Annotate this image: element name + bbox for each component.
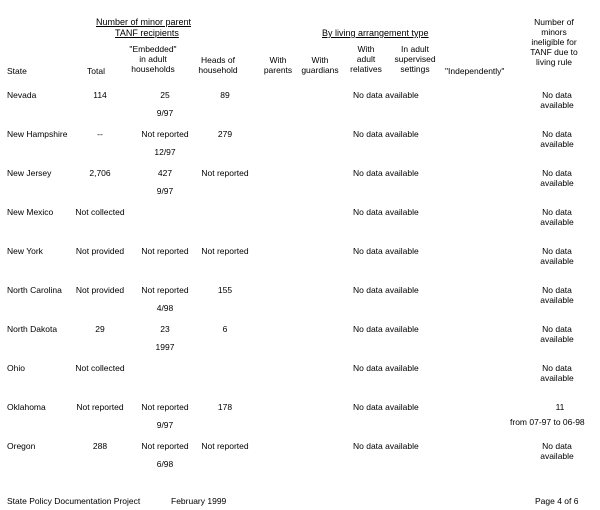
cell-ineligible: No data available [540,246,574,266]
cell-embedded-date: 1997 [155,342,175,352]
cell-embedded-date: 4/98 [156,303,174,313]
cell-ineligible-count: 11 [555,402,565,412]
cell-embedded: 23 [160,324,170,334]
cell-relatives: No data available [353,324,419,334]
cell-total: Not reported [76,402,124,412]
cell-state: North Carolina [7,285,62,295]
cell-total: Not provided [75,246,125,256]
cell-heads: 6 [222,324,228,334]
cell-state: Oregon [7,441,36,451]
cell-state: Oklahoma [7,402,46,412]
cell-state: New Hampshire [7,129,68,139]
cell-heads: Not reported [201,441,249,451]
col-header-ineligible: Number of minors ineligible for TANF due to living rule [530,17,578,67]
cell-total: Not collected [75,363,125,373]
cell-heads: 178 [217,402,233,412]
cell-embedded-date: 9/97 [156,108,174,118]
cell-total: 288 [92,441,108,451]
cell-embedded-date: 9/97 [156,186,174,196]
cell-total: Not provided [75,285,125,295]
cell-relatives: No data available [353,246,419,256]
cell-state: North Dakota [7,324,58,334]
cell-ineligible-period: from 07-97 to 06-98 [510,417,585,427]
cell-ineligible: No data available [540,129,574,149]
cell-embedded: Not reported [141,129,189,139]
cell-heads: Not reported [201,246,249,256]
cell-relatives: No data available [353,129,419,139]
cell-state: New Mexico [7,207,54,217]
cell-embedded: Not reported [141,441,189,451]
footer-page: Page 4 of 6 [535,496,579,506]
cell-relatives: No data available [353,402,419,412]
cell-heads: 155 [217,285,233,295]
cell-state: New Jersey [7,168,52,178]
cell-embedded: Not reported [141,246,189,256]
cell-embedded: Not reported [141,285,189,295]
cell-heads: Not reported [201,168,249,178]
cell-ineligible: No data available [540,168,574,188]
cell-relatives: No data available [353,207,419,217]
cell-ineligible: No data available [540,324,574,344]
cell-embedded-date: 6/98 [156,459,174,469]
cell-ineligible: No data available [540,90,574,110]
group-minor-parent-line2: TANF recipients [115,28,179,38]
col-header-with-parents: With parents [263,55,293,75]
cell-embedded: 427 [157,168,173,178]
cell-ineligible: No data available [540,285,574,305]
col-header-independently: "Independently" [445,66,505,76]
cell-heads: 89 [220,90,230,100]
col-header-embedded: "Embedded" in adult households [129,44,177,74]
cell-embedded: Not reported [141,402,189,412]
footer-date: February 1999 [171,496,227,506]
col-header-total: Total [87,66,105,76]
cell-state: Ohio [7,363,25,373]
cell-state: Nevada [7,90,37,100]
cell-state: New York [7,246,43,256]
cell-embedded: 25 [160,90,170,100]
col-header-heads: Heads of household [198,55,238,75]
cell-heads: 279 [217,129,233,139]
col-header-supervised: In adult supervised settings [394,44,436,74]
cell-embedded-date: 12/97 [154,147,176,157]
cell-relatives: No data available [353,168,419,178]
cell-total: -- [97,129,103,139]
cell-ineligible: No data available [540,207,574,227]
cell-total: 114 [93,90,107,100]
col-header-with-relatives: With adult relatives [350,44,382,74]
cell-total: 2,706 [89,168,111,178]
cell-relatives: No data available [353,285,419,295]
cell-total: Not collected [75,207,125,217]
cell-ineligible: No data available [540,363,574,383]
footer-project: State Policy Documentation Project [7,496,141,506]
cell-embedded-date: 9/97 [156,420,174,430]
cell-ineligible: No data available [540,441,574,461]
col-header-state: State [7,66,27,76]
cell-relatives: No data available [353,441,419,451]
cell-total: 29 [95,324,105,334]
group-living-arrangement: By living arrangement type [322,28,429,38]
cell-relatives: No data available [353,363,419,373]
cell-relatives: No data available [353,90,419,100]
col-header-with-guardians: With guardians [301,55,339,75]
group-minor-parent-line1: Number of minor parent [96,17,192,27]
